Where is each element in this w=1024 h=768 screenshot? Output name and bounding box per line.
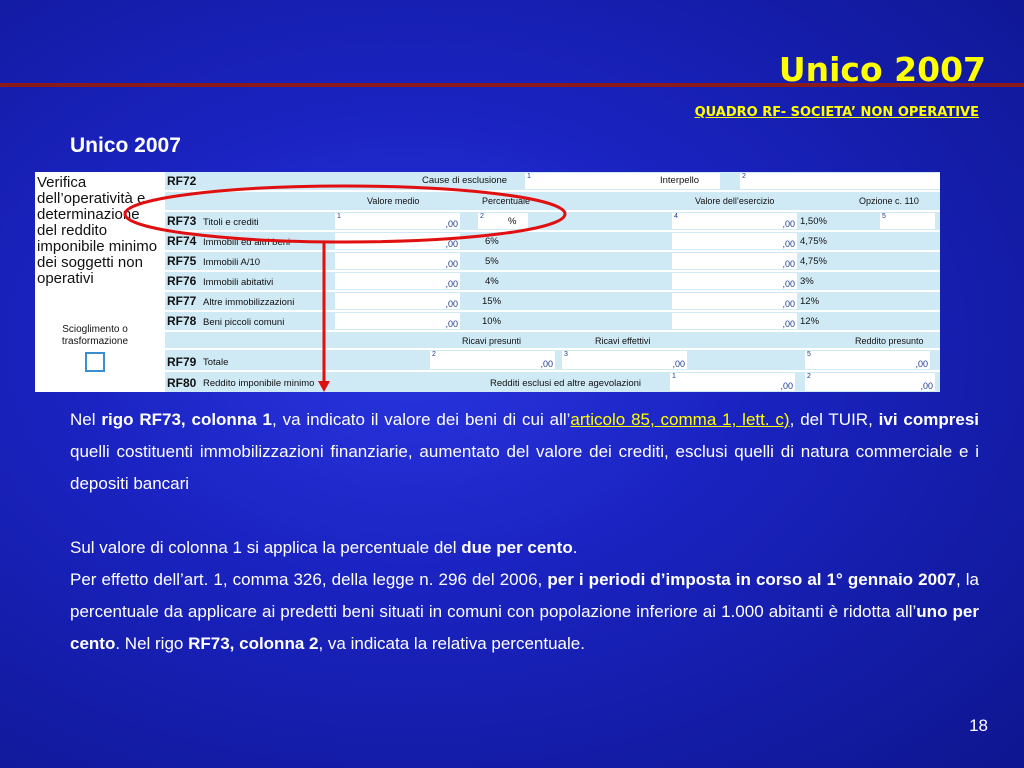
row-code: RF74	[167, 234, 197, 248]
field-value: ,00	[672, 359, 685, 369]
page-number: 18	[969, 716, 988, 735]
field-value: ,00	[780, 381, 793, 391]
text-bold: ivi compresi	[878, 410, 980, 429]
form-row-rf78	[165, 312, 940, 332]
form-side-option-label: Scioglimento o trasformazione	[61, 324, 129, 347]
valore-esercizio-box	[672, 213, 797, 229]
row-percent: 6%	[485, 236, 499, 247]
field-index: 5	[807, 351, 811, 358]
form-row-rf74	[165, 232, 940, 252]
field-value: ,00	[782, 259, 795, 269]
row-percent: 5%	[485, 256, 499, 267]
field-value: ,00	[915, 359, 928, 369]
tax-form-excerpt	[35, 172, 940, 392]
form-row-rf75	[165, 252, 940, 272]
slide-title: Unico 2007	[778, 50, 986, 89]
field-index: 5	[882, 213, 886, 220]
field-index: 2	[742, 173, 746, 180]
valore-medio-box	[335, 313, 460, 329]
header-ricavi-effettivi: Ricavi effettivi	[595, 336, 651, 346]
form-header-row	[165, 192, 940, 212]
section-heading: Unico 2007	[70, 134, 181, 157]
row-percent: 4,75%	[800, 256, 827, 267]
paragraph-1	[70, 404, 979, 500]
valore-esercizio-box	[672, 273, 797, 289]
valore-medio-box	[335, 233, 460, 249]
form-row-rf73	[165, 212, 940, 232]
field-index: 4	[674, 213, 678, 220]
row-label: Reddito imponibile minimo	[203, 378, 315, 389]
field-value: ,00	[445, 299, 458, 309]
valore-medio-box	[335, 293, 460, 309]
form-row-rf76	[165, 272, 940, 292]
article-link[interactable]: articolo 85, comma 1, lett. c)	[570, 410, 790, 429]
slide-subtitle: QUADRO RF- SOCIETA’ NON OPERATIVE	[694, 105, 979, 120]
field-value: %	[508, 216, 517, 227]
row-code: RF78	[167, 314, 197, 328]
valore-esercizio-box	[672, 293, 797, 309]
field-value: ,00	[782, 279, 795, 289]
field-value: ,00	[540, 359, 553, 369]
field-index: 2	[807, 373, 811, 380]
row-percent: 4%	[485, 276, 499, 287]
valore-medio-box	[335, 213, 460, 229]
valore-esercizio-box	[672, 233, 797, 249]
form-row-rf77	[165, 292, 940, 312]
header-valore-esercizio: Valore dell’esercizio	[695, 196, 775, 206]
text-run: , del TUIR,	[789, 410, 879, 429]
cause-label: Cause di esclusione	[422, 175, 508, 186]
field-value: ,00	[920, 381, 933, 391]
form-side-panel	[35, 172, 165, 392]
form-row-rf72	[165, 172, 940, 192]
field-index: 2	[480, 213, 484, 220]
form-grid	[165, 172, 940, 392]
row-label: Immobili abitativi	[203, 277, 274, 288]
row-percent: 4,75%	[800, 236, 827, 247]
valore-esercizio-box	[672, 313, 797, 329]
field-value: ,00	[782, 239, 795, 249]
field-value: ,00	[782, 319, 795, 329]
text-run: . Nel rigo	[115, 634, 189, 653]
row-percent: 10%	[482, 316, 502, 327]
valore-medio-box	[335, 273, 460, 289]
valore-esercizio-box	[672, 253, 797, 269]
field-value: ,00	[782, 299, 795, 309]
field-value: ,00	[445, 239, 458, 249]
scioglimento-checkbox	[85, 352, 105, 372]
redditi-esclusi-box	[670, 373, 795, 391]
form-row-rf79	[165, 350, 940, 372]
row-percent: 12%	[800, 296, 820, 307]
field-index: 1	[527, 173, 531, 180]
ricavi-effettivi-box	[562, 351, 687, 369]
redditi-esclusi-label: Redditi esclusi ed altre agevolazioni	[490, 378, 642, 389]
slide-body-text	[70, 404, 979, 660]
header-valore-medio: Valore medio	[367, 196, 420, 206]
reddito-presunto-box	[805, 351, 930, 369]
field-index: 2	[432, 351, 436, 358]
form-header-row-2	[165, 332, 940, 350]
text-run: .	[572, 538, 578, 557]
opzione-box	[880, 213, 935, 229]
field-value: ,00	[445, 219, 458, 229]
field-index: 1	[672, 373, 676, 380]
row-code: RF75	[167, 254, 197, 268]
paragraph-3	[70, 564, 979, 660]
row-code: RF79	[167, 355, 197, 369]
valore-medio-box	[335, 253, 460, 269]
row-percent: 12%	[800, 316, 820, 327]
interpello-box	[740, 173, 940, 189]
header-opzione: Opzione c. 110	[859, 196, 919, 206]
row-label: Immobili ed altri beni	[203, 237, 291, 248]
row-percent: 1,50%	[800, 216, 827, 227]
text-run: Sul valore di colonna 1 si applica la percentuale del	[70, 538, 462, 557]
header-ricavi-presunti: Ricavi presunti	[462, 336, 522, 346]
text-bold: RF73, colonna 2	[188, 634, 319, 653]
row-percent: 3%	[800, 276, 814, 287]
text-bold: uno per cento	[70, 602, 979, 653]
row-label: Altre immobilizzazioni	[203, 297, 295, 308]
reddito-minimo-box	[805, 373, 935, 391]
form-row-rf80	[165, 372, 940, 392]
text-run: quelli costituenti immobilizzazioni finanziarie, aumentato del valore dei crediti, esclusi quelli di natura commerciale e i depositi bancari	[70, 442, 979, 493]
row-label: Totale	[203, 357, 229, 368]
row-code: RF72	[167, 174, 197, 188]
percentuale-box	[478, 213, 528, 229]
form-side-description: Verifica dell’operatività e determinazione del reddito imponibile minimo dei soggetti non operativi	[37, 174, 158, 287]
ricavi-presunti-box	[430, 351, 555, 369]
field-value: ,00	[782, 219, 795, 229]
row-label: Beni piccoli comuni	[203, 317, 285, 328]
paragraph-2	[70, 532, 979, 564]
text-run: , va indicata la relativa percentuale.	[318, 634, 585, 653]
row-label: Immobili A/10	[203, 257, 261, 268]
text-bold: rigo RF73, colonna 1	[101, 410, 272, 429]
row-code: RF76	[167, 274, 197, 288]
row-code: RF77	[167, 294, 197, 308]
header-reddito-presunto: Reddito presunto	[855, 336, 924, 346]
row-code: RF73	[167, 214, 197, 228]
text-run: , va indicato il valore dei beni di cui all’	[271, 410, 571, 429]
interpello-label: Interpello	[660, 175, 700, 186]
field-value: ,00	[445, 259, 458, 269]
field-value: ,00	[445, 319, 458, 329]
field-index: 1	[337, 213, 341, 220]
row-code: RF80	[167, 376, 197, 390]
text-run: Nel	[70, 410, 102, 429]
field-value: ,00	[445, 279, 458, 289]
row-label: Titoli e crediti	[203, 217, 259, 228]
header-percentuale: Percentuale	[482, 196, 531, 206]
text-run: Per effetto dell’art. 1, comma 326, della legge n. 296 del 2006,	[70, 570, 548, 589]
row-percent: 15%	[482, 296, 502, 307]
text-bold: due per cento	[461, 538, 573, 557]
text-bold: per i periodi d’imposta in corso al 1° gennaio 2007	[547, 570, 956, 589]
field-index: 3	[564, 351, 568, 358]
text-run: , la percentuale da applicare ai predetti beni situati in comuni con popolazione inferiore ai 1.000 abitanti è ridotta all’	[70, 570, 979, 621]
